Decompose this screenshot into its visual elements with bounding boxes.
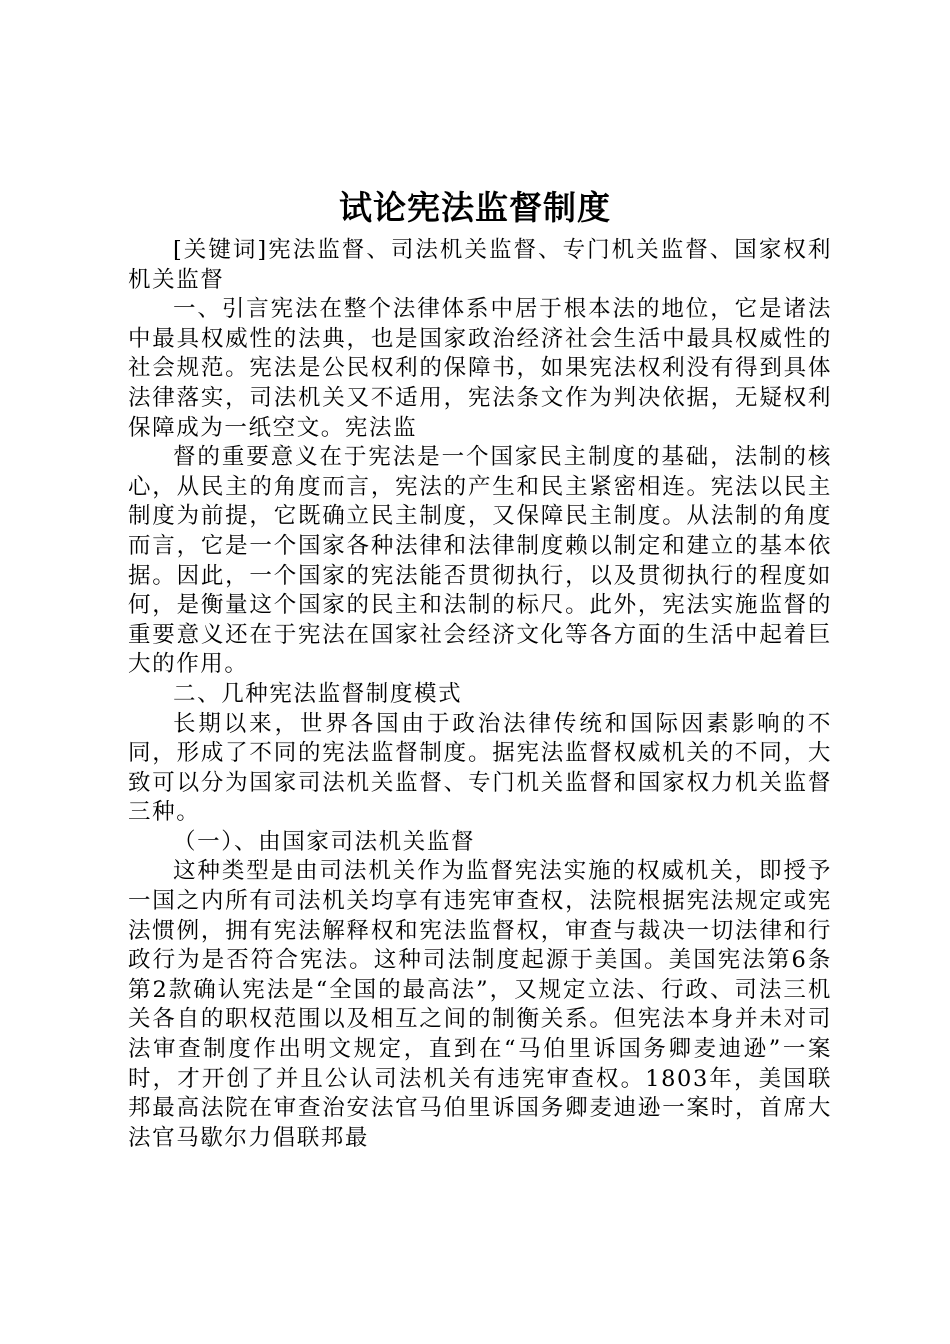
models-paragraph: 长期以来，世界各国由于政治法律传统和国际因素影响的不同，形成了不同的宪法监督制度。据宪法监督权威机关的不同，大致可以分为国家司法机关监督、专门机关监督和国家权力机关监督三种。: [128, 710, 832, 826]
section-heading-models: 二、几种宪法监督制度模式: [173, 680, 463, 707]
document-title: 试论宪法监督制度: [339, 188, 611, 227]
significance-paragraph: 督的重要意义在于宪法是一个国家民主制度的基础，法制的核心，从民主的角度而言，宪法的产生和民主紧密相连。宪法以民主制度为前提，它既确立民主制度，又保障民主制度。从法制的角度而言，它是一个国家各种法律和法律制度赖以制定和建立的基本依据。因此，一个国家的宪法能否贯彻执行，以及贯彻执行的程度如何，是衡量这个国家的民主和法制的标尺。此外，宪法实施监督的重要意义还在于宪法在国家社会经济文化等各方面的生活中起着巨大的作用。: [128, 444, 832, 678]
document-body: [128, 236, 832, 1153]
subsection-heading-judicial: （一）、由国家司法机关监督: [173, 828, 476, 855]
keywords-paragraph: [关键词]宪法监督、司法机关监督、专门机关监督、国家权利机关监督: [128, 237, 832, 293]
judicial-review-paragraph: 这种类型是由司法机关作为监督宪法实施的权威机关，即授予一国之内所有司法机关均享有违宪审查权，法院根据宪法规定或宪法惯例，拥有宪法解释权和宪法监督权，审查与裁决一切法律和行政行为是否符合宪法。这种司法制度起源于美国。美国宪法第6条第2款确认宪法是“全国的最高法”，又规定立法、行政、司法三机关各自的职权范围以及相互之间的制衡关系。但宪法本身并未对司法审查制度作出明文规定，直到在“马伯里诉国务卿麦迪逊”一案时，才开创了并且公认司法机关有违宪审查权。1803年，美国联邦最高法院在审查治安法官马伯里诉国务卿麦迪逊一案时，首席大法官马歇尔力倡联邦最: [128, 858, 832, 1151]
introduction-paragraph: 一、引言宪法在整个法律体系中居于根本法的地位，它是诸法中最具权威性的法典，也是国家政治经济社会生活中最具权威性的社会规范。宪法是公民权利的保障书，如果宪法权利没有得到具体法律落实，司法机关又不适用，宪法条文作为判决依据，无疑权利保障成为一纸空文。宪法监: [128, 296, 832, 441]
